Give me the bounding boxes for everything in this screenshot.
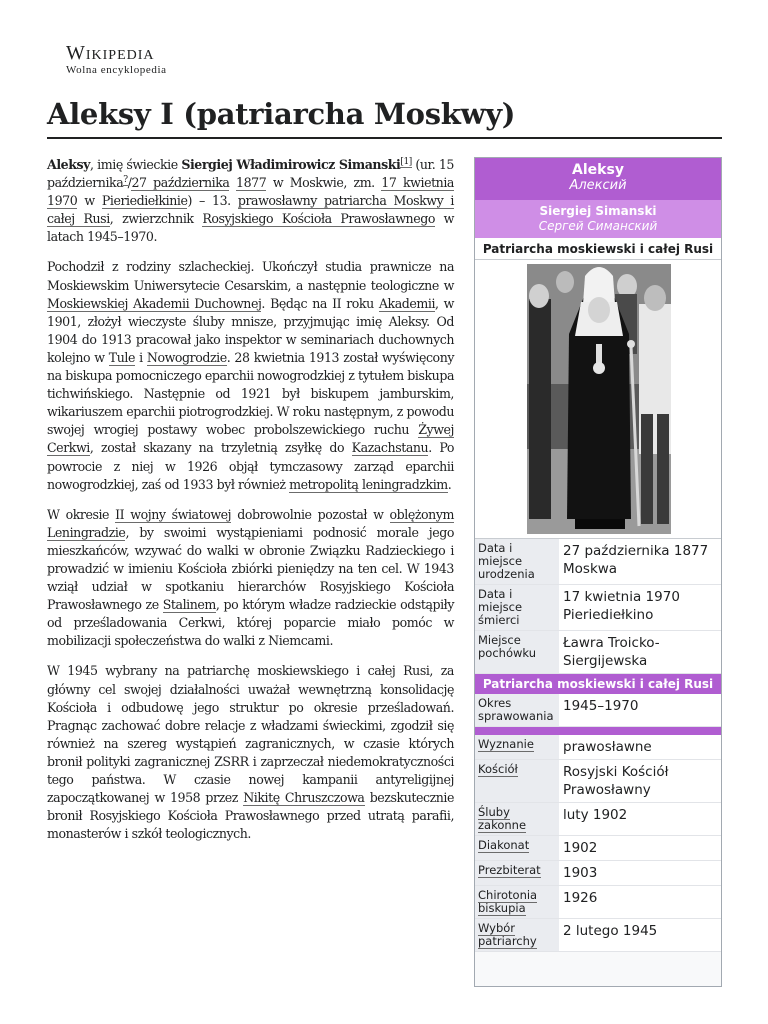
patriarch-title-link[interactable]: prawosławny patriarcha Moskwy i całej Rusi [47,193,454,227]
portrait-image [527,264,671,534]
diaconate-label[interactable]: Diakonat [478,838,530,852]
infobox-row-religion [475,735,721,760]
khrushchev-link[interactable]: Nikitę Chruszczowa [243,790,365,806]
church-label[interactable]: Kościół [478,762,518,776]
wikipedia-logo[interactable] [66,42,167,77]
infobox-row-tenure [475,694,721,727]
paragraph-war: W okresie II wojny światowej dobrowolnie pozostał w oblężonym Leningradzie, by swoimi wystąpieniami podnosić morale jego mieszkańców, wzywać do walki w obronie Związku Radzieckiego i prowadzić w imieniu Kościoła zbiórki pieniędzy na ten cel. W 1943 wziął udział w spotkaniu hierarchów Rosyjskiego Kościoła Prawosławnego ze Stalinem, po którym władze radzieckie odstąpiły od prześladowania Cerkwi, której poparcie miało pomóc w mobilizacji społeczeństwa do walki z Niemcami. [47,506,454,649]
novgorod-link[interactable]: Nowogrodzie [146,349,227,365]
church-link[interactable]: Rosyjskiego Kościoła Prawosławnego [202,211,435,227]
death-value[interactable]: 17 kwietnia 1970 Pieriediełkino [559,585,721,630]
infobox-name: Aleksy [572,162,624,178]
death-place-link[interactable]: Pieriediełkinie [101,193,188,209]
siege-leningrad-link[interactable]: oblężonym Leningradzie [47,506,454,540]
logo-tagline: Wolna encyklopedia [66,64,167,76]
diaconate-value: 1902 [559,836,721,860]
infobox-secular-header [475,200,721,238]
infobox-caption: Patriarcha moskiewski i całej Rusi [475,238,721,260]
infobox-row-presbyterate [475,861,721,886]
infobox-row-burial [475,631,721,674]
paragraph-patriarchate: W 1945 wybrany na patriarchę moskiewskiego i całej Rusi, za główny cel swojej działalności uważał wewnętrzną konsolidację Kościoła i odbudowę jego struktur po okresie prześladowań. Pragnąc zachować dobre relacje z władzami świeckimi, zgodził się również na szereg wystąpień zagranicznych, w czasie których bronił polityki zagranicznej ZSRR i zaprzeczał niedemokratyczności tego państwa. W czasie nowej kampanii antyreligijnej zapoczątkowanej w 1958 przez Nikitę Chruszczowa bezskutecznie bronił Rosyjskiego Kościoła Prawosławnego przed utratą parafii, monasterów i szkół teologicznych. [47,663,454,842]
election-value: 2 lutego 1945 [559,919,721,951]
title-divider [47,137,722,139]
birth-label: Data i miejsce urodzenia [475,539,559,584]
birth-value[interactable]: 27 października 1877 Moskwa [559,539,721,584]
ww2-link[interactable]: II wojny światowej [115,506,232,522]
logo-wordmark: Wikipedia [66,42,155,64]
tenure-label: Okres sprawowania [475,694,559,726]
metropolitan-link[interactable]: metropolitą leningradzkim [289,476,448,492]
article-subject: Aleksy [47,157,91,172]
infobox-row-election [475,919,721,952]
infobox-office-band: Patriarcha moskiewski i całej Rusi [475,674,721,694]
infobox-row-death [475,585,721,631]
stalin-link[interactable]: Stalinem [162,597,216,613]
akademia-link[interactable]: Akademii [378,295,436,311]
infobox-row-church [475,760,721,803]
tula-link[interactable]: Tule [108,349,135,365]
burial-label: Miejsce pochówku [475,631,559,673]
infobox-row-diaconate [475,836,721,861]
vows-label[interactable]: Śluby zakonne [478,805,527,832]
vows-value: luty 1902 [559,803,721,835]
academy-link[interactable]: Moskiewskiej Akademii Duchownej [47,295,262,311]
birth-date-link[interactable]: 27 października [131,175,230,191]
death-date-link[interactable]: 17 kwietnia 1970 [47,175,454,209]
church-value[interactable]: Rosyjski Kościół Prawosławny [559,760,721,802]
election-label[interactable]: Wybór patriarchy [478,921,537,948]
reference-link[interactable]: [1] [400,156,412,167]
infobox [474,157,722,987]
consecration-label[interactable]: Chirotonia biskupia [478,888,538,915]
birth-year-link[interactable]: 1877 [236,175,267,191]
living-church-link[interactable]: Żywej Cerkwi [47,422,454,456]
infobox-name-ru: Алексий [569,178,627,193]
paragraph-intro: Aleksy, imię świeckie Siergiej Władimirowicz Simanski[1] (ur. 15 października?/27 października 1877 w Moskwie, zm. 17 kwietnia 1970 w Pieriediełkinie) – 13. prawosławny patriarcha Moskwy i całej Rusi, zwierzchnik Rosyjskiego Kościoła Prawosławnego w latach 1945–1970. [47,156,455,245]
infobox-row-birth [475,539,721,585]
article-body [47,156,454,855]
religion-value[interactable]: prawosławne [559,735,721,759]
infobox-row-vows [475,803,721,836]
paragraph-early-life: Pochodził z rodziny szlacheckiej. Ukończył studia prawnicze na Moskiewskim Uniwersytecie Cesarskim, a następnie teologiczne w Moskiewskiej Akademii Duchownej. Będąc na II roku Akademii, w 1901, złożył wieczyste śluby mnisze, przyjmując imię Aleksy. Od 1904 do 1913 pracował jako inspektor w seminariach duchownych kolejno w Tule i Nowogrodzie. 28 kwietnia 1913 został wyświęcony na biskupa pomocniczego eparchii nowogrodzkiej z tytułem biskupa tichwińskiego. Następnie od 1921 był biskupem jamburskim, wikariuszem eparchii piotrogrodzkiej. W roku następnym, z powodu swojej wrogiej postawy wobec probolszewickiego ruchu Żywej Cerkwi, został skazany na trzyletnią zsyłkę do Kazachstanu. Po powrocie z niej w 1926 objął tymczasowy zarząd eparchii nowogrodzkiej, zaś od 1933 był również metropolitą leningradzkim. [47,259,455,492]
infobox-header [475,158,721,200]
presbyterate-value: 1903 [559,861,721,885]
infobox-secular-name-ru: Сергей Симанский [538,219,658,233]
death-label: Data i miejsce śmierci [475,585,559,630]
secular-name: Siergiej Władimirowicz Simanski [181,157,401,172]
religion-label[interactable]: Wyznanie [478,737,534,751]
kazakhstan-link[interactable]: Kazachstanu [351,440,429,456]
page-title: Aleksy I (patriarcha Moskwy) [47,97,516,131]
portrait-photo[interactable] [475,260,721,539]
infobox-separator-band [475,727,721,735]
burial-value[interactable]: Ławra Troicko-Siergijewska [559,631,721,673]
consecration-value: 1926 [559,886,721,918]
infobox-secular-name: Siergiej Simanski [539,204,657,218]
tenure-value: 1945–1970 [559,694,721,726]
infobox-row-consecration [475,886,721,919]
date-note-link[interactable]: ? [123,174,128,185]
presbyterate-label[interactable]: Prezbiterat [478,863,541,877]
